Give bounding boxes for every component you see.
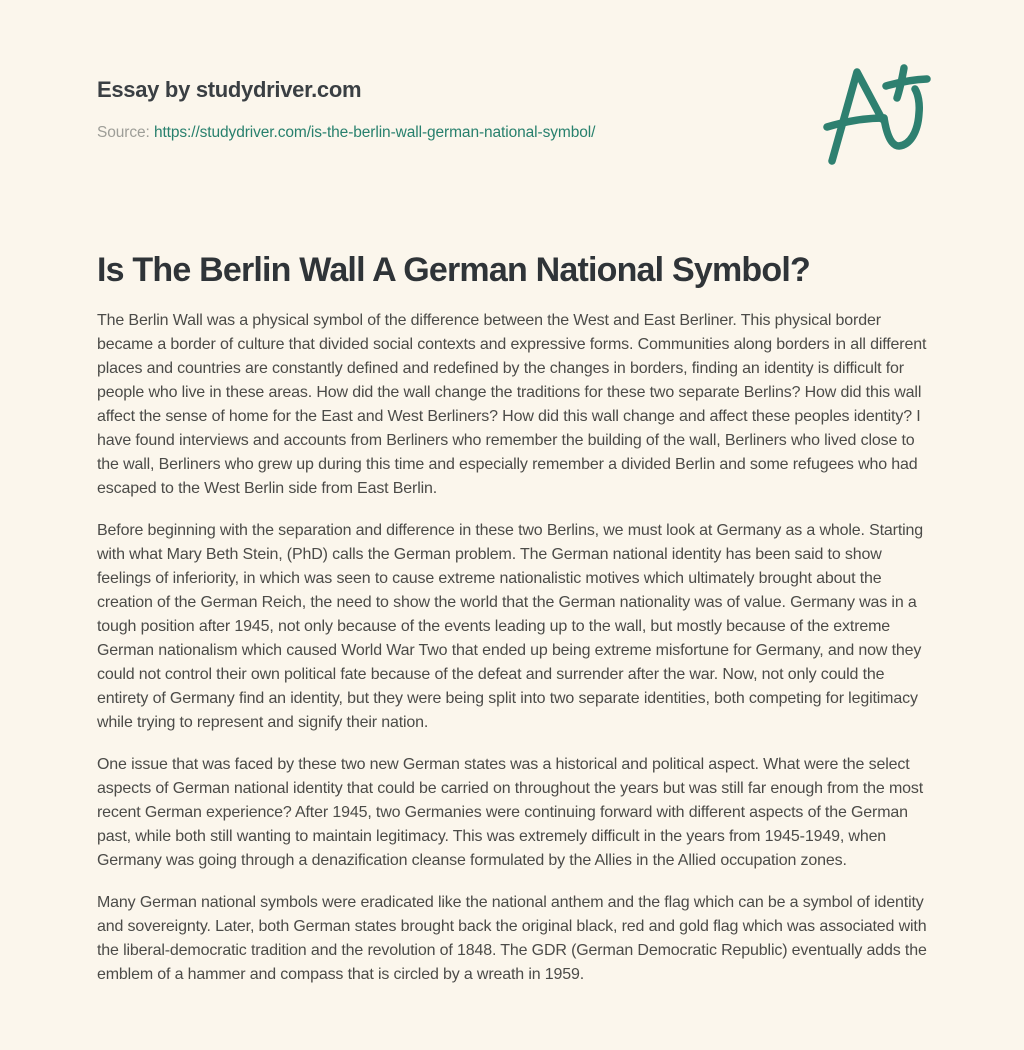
source-row (97, 124, 595, 142)
page-title: Essay by studydriver.com (97, 77, 362, 102)
studydriver-logo (819, 61, 944, 166)
essay-title: Is The Berlin Wall A German National Symbol? (97, 251, 810, 289)
essay-body (97, 309, 927, 987)
essay-paragraph-3: One issue that was faced by these two new German states was a historical and political aspect. What were the select aspects of German national identity that could be carried on throughout the years but was still far enough from the most recent German experience? After 1945, two Germanies were continuing forward with different aspects of the German past, while both still wanting to maintain legitimacy. This was extremely difficult in the years from 1945-1949, when Germany was going through a denazification cleanse formulated by the Allies in the Allied occupation zones. (97, 756, 924, 869)
a-plus-logo-icon (819, 61, 944, 166)
essay-paragraph-4: Many German national symbols were eradicated like the national anthem and the flag which can be a symbol of identity and sovereignty. Later, both German states brought back the original black, red and gold flag which was associated with the liberal-democratic tradition and the revolution of 1848. The GDR (German Democratic Republic) eventually adds the emblem of a hammer and compass that is circled by a wreath in 1959. (97, 894, 927, 983)
source-label: Source: (97, 124, 150, 141)
essay-paragraph-1: The Berlin Wall was a physical symbol of the difference between the West and East Berliner. This physical border became a border of culture that divided social contexts and expressive forms. Communities along borders in all different places and countries are constantly defined and redefined by the changes in borders, finding an identity is difficult for people who live in these areas. How did the wall change the traditions for these two separate Berlins? How did this wall affect the sense of home for the East and West Berliners? How did this wall change and affect these peoples identity? I have found interviews and accounts from Berliners who remember the building of the wall, Berliners who lived close to the wall, Berliners who grew up during this time and especially remember a divided Berlin and some refugees who had escaped to the West Berlin side from East Berlin. (97, 312, 927, 497)
source-link[interactable]: https://studydriver.com/is-the-berlin-wall-german-national-symbol/ (153, 124, 596, 141)
essay-paragraph-2: Before beginning with the separation and difference in these two Berlins, we must look at Germany as a whole. Starting with what Mary Beth Stein, (PhD) calls the German problem. The German national identity has been said to show feelings of inferiority, in which was seen to cause extreme nationalistic motives which ultimately brought about the creation of the German Reich, the need to show the world that the German nationality was of value. Germany was in a tough position after 1945, not only because of the events leading up to the wall, but mostly because of the extreme German nationalism which caused World War Two that ended up being extreme misfortune for Germany, and now they could not control their own political fate because of the defeat and surrender after the war. Now, not only could the entirety of Germany find an identity, but they were being split into two separate identities, both competing for legitimacy while trying to represent and signify their nation. (97, 522, 924, 731)
